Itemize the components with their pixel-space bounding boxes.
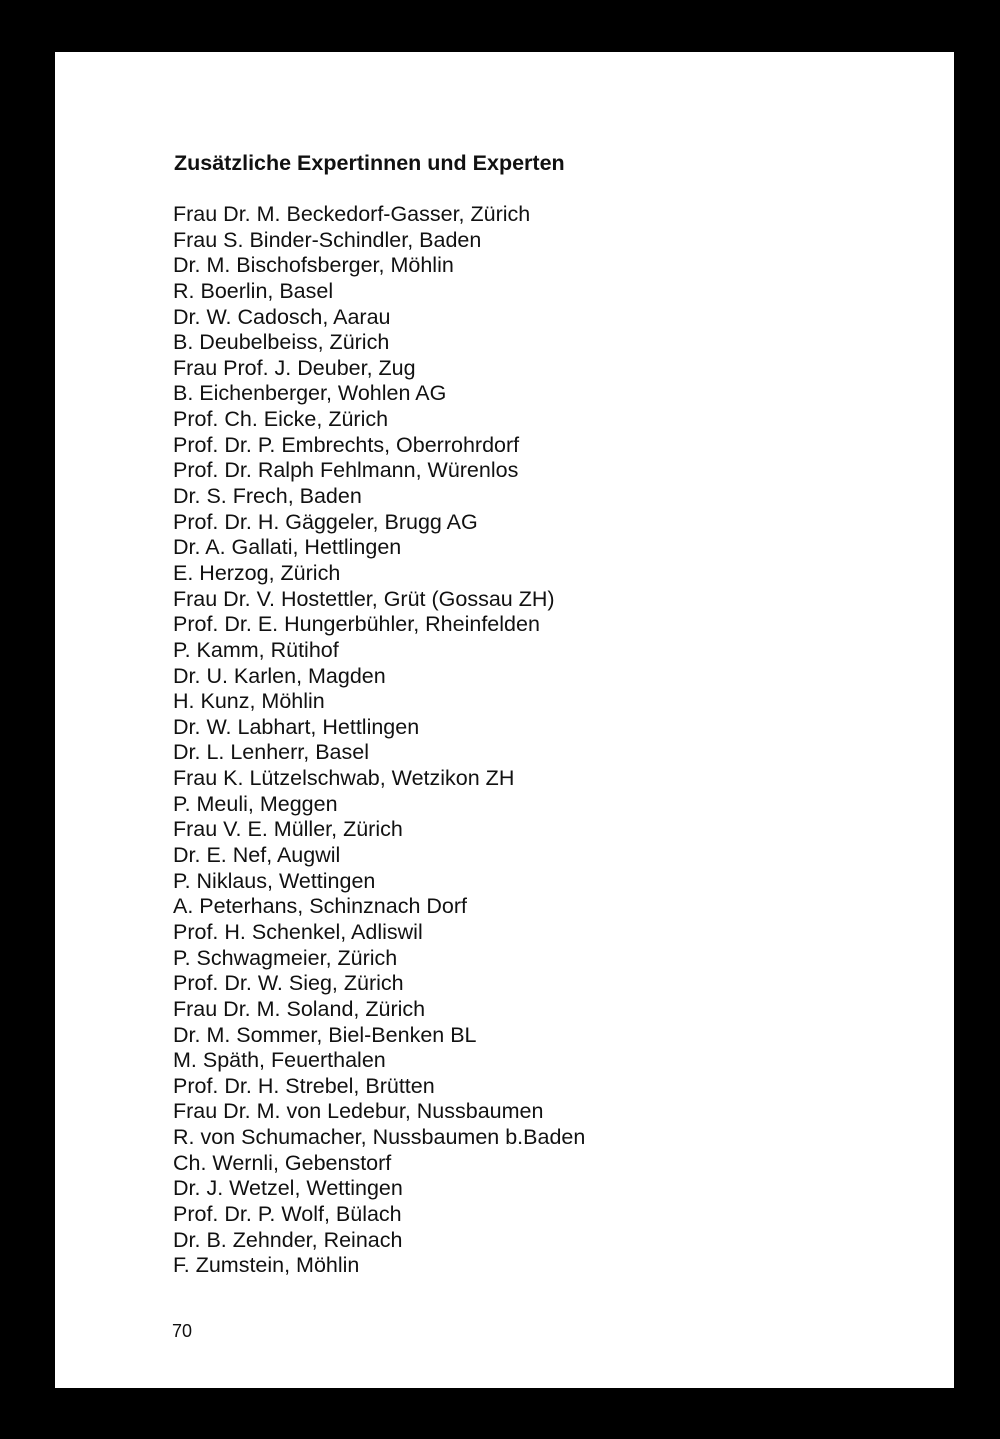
expert-entry: Frau Prof. J. Deuber, Zug: [173, 355, 416, 380]
expert-entry: H. Kunz, Möhlin: [173, 689, 325, 714]
expert-entry: Dr. S. Frech, Baden: [173, 484, 362, 509]
expert-entry: Frau Dr. M. Soland, Zürich: [173, 996, 426, 1021]
expert-entry: Prof. Dr. P. Wolf, Bülach: [173, 1201, 402, 1226]
document-page: [55, 52, 954, 1388]
expert-entry: B. Deubelbeiss, Zürich: [173, 330, 390, 355]
expert-entry: Prof. Dr. H. Gäggeler, Brugg AG: [173, 509, 478, 534]
expert-entry: Frau K. Lützelschwab, Wetzikon ZH: [173, 766, 515, 791]
expert-entry: Dr. J. Wetzel, Wettingen: [173, 1176, 403, 1201]
expert-entry: R. Boerlin, Basel: [173, 278, 334, 303]
expert-entry: F. Zumstein, Möhlin: [173, 1253, 360, 1278]
expert-entry: B. Eichenberger, Wohlen AG: [173, 381, 447, 406]
expert-entry: Frau V. E. Müller, Zürich: [173, 817, 403, 842]
expert-entry: Prof. Dr. P. Embrechts, Oberrohrdorf: [173, 432, 520, 457]
expert-entry: Dr. M. Sommer, Biel-Benken BL: [173, 1022, 477, 1047]
expert-entry: R. von Schumacher, Nussbaumen b.Baden: [173, 1125, 586, 1150]
expert-entry: Dr. M. Bischofsberger, Möhlin: [173, 253, 454, 278]
expert-entry: Prof. H. Schenkel, Adliswil: [173, 919, 423, 944]
expert-entry: P. Meuli, Meggen: [173, 791, 338, 816]
expert-entry: Frau Dr. V. Hostettler, Grüt (Gossau ZH): [173, 586, 555, 611]
expert-list: [173, 202, 585, 1279]
expert-entry: Dr. B. Zehnder, Reinach: [173, 1227, 403, 1252]
expert-entry: Dr. W. Cadosch, Aarau: [173, 304, 391, 329]
expert-entry: Dr. W. Labhart, Hettlingen: [173, 714, 420, 739]
page-heading: Zusätzliche Expertinnen und Experten: [174, 151, 565, 175]
expert-entry: Frau Dr. M. Beckedorf-Gasser, Zürich: [173, 202, 531, 226]
expert-entry: Prof. Dr. Ralph Fehlmann, Würenlos: [173, 458, 519, 483]
expert-entry: A. Peterhans, Schinznach Dorf: [173, 894, 467, 919]
expert-entry: Dr. E. Nef, Augwil: [173, 843, 341, 868]
expert-entry: P. Niklaus, Wettingen: [173, 868, 376, 893]
expert-entry: Dr. L. Lenherr, Basel: [173, 740, 369, 765]
expert-entry: E. Herzog, Zürich: [173, 560, 341, 585]
expert-entry: Prof. Dr. W. Sieg, Zürich: [173, 971, 404, 996]
expert-entry: Frau S. Binder-Schindler, Baden: [173, 227, 482, 252]
expert-entry: Prof. Dr. E. Hungerbühler, Rheinfelden: [173, 612, 540, 637]
expert-entry: Dr. A. Gallati, Hettlingen: [173, 535, 402, 560]
expert-entry: P. Schwagmeier, Zürich: [173, 945, 398, 970]
expert-entry: Prof. Dr. H. Strebel, Brütten: [173, 1073, 435, 1098]
expert-entry: Prof. Ch. Eicke, Zürich: [173, 407, 389, 432]
expert-entry: P. Kamm, Rütihof: [173, 637, 339, 662]
expert-entry: Frau Dr. M. von Ledebur, Nussbaumen: [173, 1099, 544, 1124]
expert-entry: Dr. U. Karlen, Magden: [173, 663, 386, 688]
expert-entry: Ch. Wernli, Gebenstorf: [173, 1150, 392, 1175]
page-number: 70: [172, 1321, 193, 1341]
expert-entry: M. Späth, Feuerthalen: [173, 1048, 386, 1073]
